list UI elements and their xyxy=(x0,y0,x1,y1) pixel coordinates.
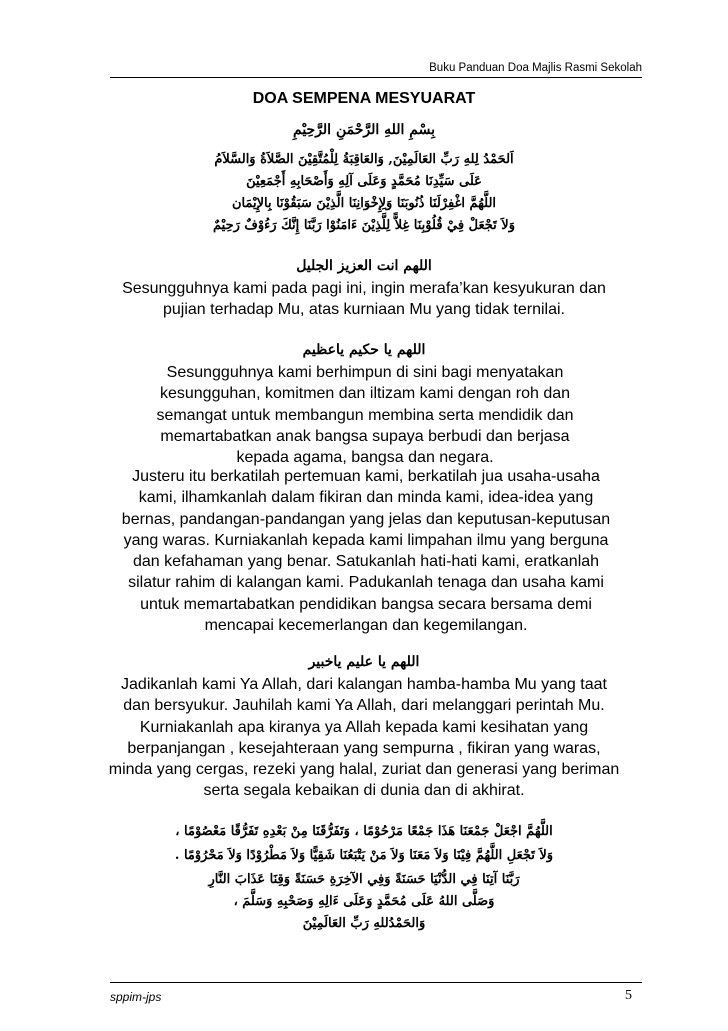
page-number: 5 xyxy=(625,988,632,1003)
arabic-closing-line: اللَّهُمَّ اجْعَلْ جَمْعَنَا هَذَا جَمْعًا مَرْحُوْمًا ، وَتَفَرُّقَنَا مِنْ بَعْدِهِ تَفَرُّقًا مَعْصُوْمًا ، xyxy=(175,824,553,839)
arabic-closing-line: وَلاَ تَجْعَلِ اللَّهُمَّ فِيْنَا وَلاَ مَعَنَا وَلاَ مَنْ يَتْبَعُنَا شَقِيًّا وَلاَ مَطْرُوْدًا وَلاَ مَحْرُوْمًا . xyxy=(174,848,554,863)
footer-label: sppim-jps xyxy=(110,990,162,1004)
paragraph: Sesungguhnya kami pada pagi ini, ingin merafa’kan kesyukuran dan pujian terhadap Mu, atas kurniaan Mu yang tidak ternilai. xyxy=(122,280,606,319)
header-divider xyxy=(110,77,642,78)
paragraph: Sesungguhnya kami berhimpun di sini bagi menyatakan kesungguhan, komitmen dan iltizam kami dengan roh dan semangat untuk membangun membina serta mendidik dan memartabatkan anak bangsa supaya berbudi dan berjasa kepada agama, bangsa dan negara. xyxy=(156,364,574,467)
arabic-opening-line: وَلاَ تَجْعَلْ فِيْ قُلُوْبِنَا غِلاًّ لِلَّذِيْنَ ءَامَنُوْا رَبَّنَا إِنَّكَ رَءُوْفٌ رَحِيْمٌ xyxy=(213,218,515,233)
basmalah: بِسْمِ اللهِ الرَّحْمَنِ الرَّحِيْمِ xyxy=(293,122,435,138)
arabic-closing-line: وَالحَمْدُللهِ رَبِّ العَالَمِيْنَ xyxy=(302,916,426,931)
running-header: Buku Panduan Doa Majlis Rasmi Sekolah xyxy=(429,62,642,74)
arabic-opening-line: اَلحَمْدُ لِلهِ رَبِّ العَالَمِيْنَ, وَالعَاقِبَةُ لِلْمُتَّقِيْنَ الصَّلاَةُ وَالسَّلاَمُ xyxy=(214,152,514,167)
invocation-heading: اللهم يا حكيم ياعظيم xyxy=(302,342,426,358)
arabic-opening-line: عَلَى سَيِّدِنَا مُحَمَّدٍ وَعَلَى آلِهِ وَأَصْحَابِهِ أَجْمَعِيْنَ xyxy=(246,174,482,189)
invocation-heading: اللهم انت العزيز الجليل xyxy=(296,258,432,274)
paragraph: Justeru itu berkatilah pertemuan kami, berkatilah jua usaha-usaha kami, ilhamkanlah dalam fikiran dan minda kami, idea-idea yang bernas, pandangan-pandangan yang jelas dan keputusan-keputusan yang waras. Kurniakanlah kepada kami limpahan ilmu yang berguna dan kefahaman yang benar. Satukanlah hati-hati kami, eratkanlah silatur rahim di kalangan kami. Padukanlah tenaga dan usaha kami untuk memartabatkan pendidikan bangsa secara bersama demi mencapai kecemerlangan dan kegemilangan. xyxy=(121,468,611,635)
footer-divider xyxy=(110,982,642,983)
arabic-closing-line: رَبَّنَا آتِنَا فِي الدُّنْيَا حَسَنَةً وَفِي الآخِرَةِ حَسَنَةً وَقِنَا عَذَابَ النَّارِ xyxy=(208,872,520,887)
arabic-closing-line: وَصَلَّى اللهُ عَلَى مُحَمَّدٍ وَعَلَى ءَالِهِ وَصَحْبِهِ وَسَلَّمَ ، xyxy=(233,894,495,909)
invocation-heading: اللهم يا عليم ياخبير xyxy=(308,654,420,670)
page-title: DOA SEMPENA MESYUARAT xyxy=(252,90,476,107)
paragraph: Jadikanlah kami Ya Allah, dari kalangan hamba-hamba Mu yang taat dan bersyukur. Jauhilah kami Ya Allah, dari melanggari perintah Mu. Kurniakanlah apa kiranya ya Allah kepada kami kesihatan yang berpanjangan , kesejahteraan yang sempurna , fikiran yang waras, minda yang cergas, rezeki yang halal, zuriat dan generasi yang beriman serta segala kebaikan di dunia dan di akhirat. xyxy=(108,676,620,800)
arabic-opening-line: اللَّهُمَّ اغْفِرْلَنَا ذُنُوبَنَا وَلِإِخْوَانِنَا الَّذِيْنَ سَبَقُوْنَا بِالإِيْمَان xyxy=(231,196,497,211)
